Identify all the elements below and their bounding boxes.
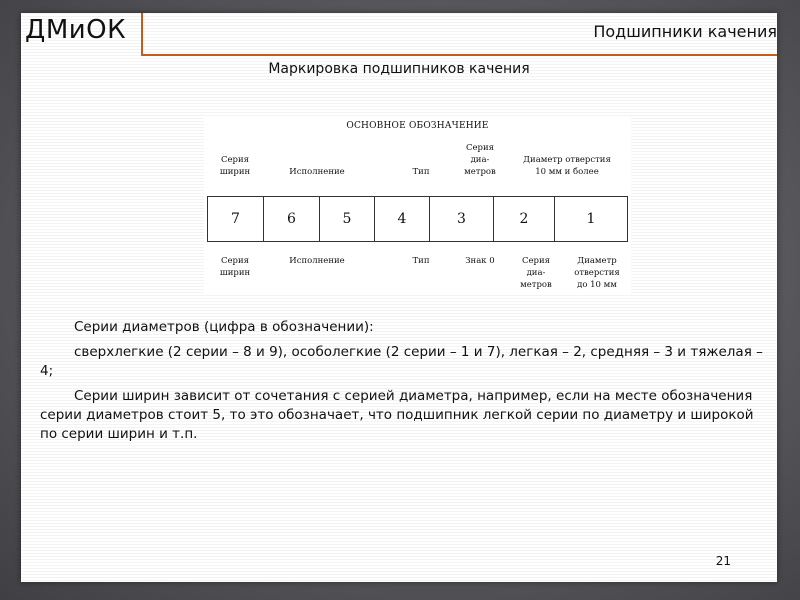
- digit-row: [207, 196, 628, 242]
- bottom-label-sign-zero: Знак 0: [465, 256, 495, 266]
- header-horizontal-divider: [141, 54, 777, 56]
- slide-subtitle: Маркировка подшипников качения: [268, 61, 530, 77]
- digit-cell: 6: [263, 197, 319, 241]
- body-text: [40, 318, 765, 450]
- digit-cell: 4: [374, 197, 429, 241]
- digit-cell: 5: [319, 197, 374, 241]
- bottom-label-type: Тип: [412, 256, 430, 266]
- header-vertical-divider: [141, 13, 143, 56]
- digit-cell: 1: [554, 197, 627, 241]
- brand-title: ДМиОК: [25, 15, 127, 45]
- top-label-diameter-series: Серия диа- метров: [464, 143, 496, 177]
- digit-cell: 2: [493, 197, 554, 241]
- bottom-label-execution: Исполнение: [289, 256, 345, 266]
- top-label-type: Тип: [412, 167, 430, 177]
- body-paragraph-series-list: сверхлегкие (2 серии – 8 и 9), особолегкие (2 серии – 1 и 7), легкая – 2, средняя – 3 и тяжелая – 4;: [40, 344, 763, 379]
- digit-cell: 7: [231, 211, 240, 227]
- section-title: Подшипники качения: [593, 22, 777, 41]
- body-paragraph-diameter-series: Серии диаметров (цифра в обозначении):: [74, 319, 374, 335]
- digit-cell: 3: [429, 197, 493, 241]
- bottom-label-width-series: Серия ширин: [219, 256, 251, 278]
- top-label-bore-diameter: Диаметр отверстия 10 мм и более: [523, 155, 611, 177]
- figure-title: ОСНОВНОЕ ОБОЗНАЧЕНИЕ: [346, 121, 489, 131]
- designation-figure: [204, 116, 631, 294]
- bottom-label-bore-diameter: Диаметр отверстия до 10 мм: [574, 256, 620, 290]
- bottom-label-diameter-series: Серия диа- метров: [520, 256, 552, 290]
- page-number: 21: [715, 554, 731, 568]
- body-paragraph-width-series: Серии ширин зависит от сочетания с серией диаметра, например, если на месте обозначения серии диаметров стоит 5, то это обозначает, что подшипник легкой серии по диаметру и широкой по серии ширин и т.п.: [40, 388, 754, 442]
- top-label-width-series: Серия ширин: [219, 155, 251, 177]
- top-label-execution: Исполнение: [289, 167, 345, 177]
- slide: [21, 13, 777, 582]
